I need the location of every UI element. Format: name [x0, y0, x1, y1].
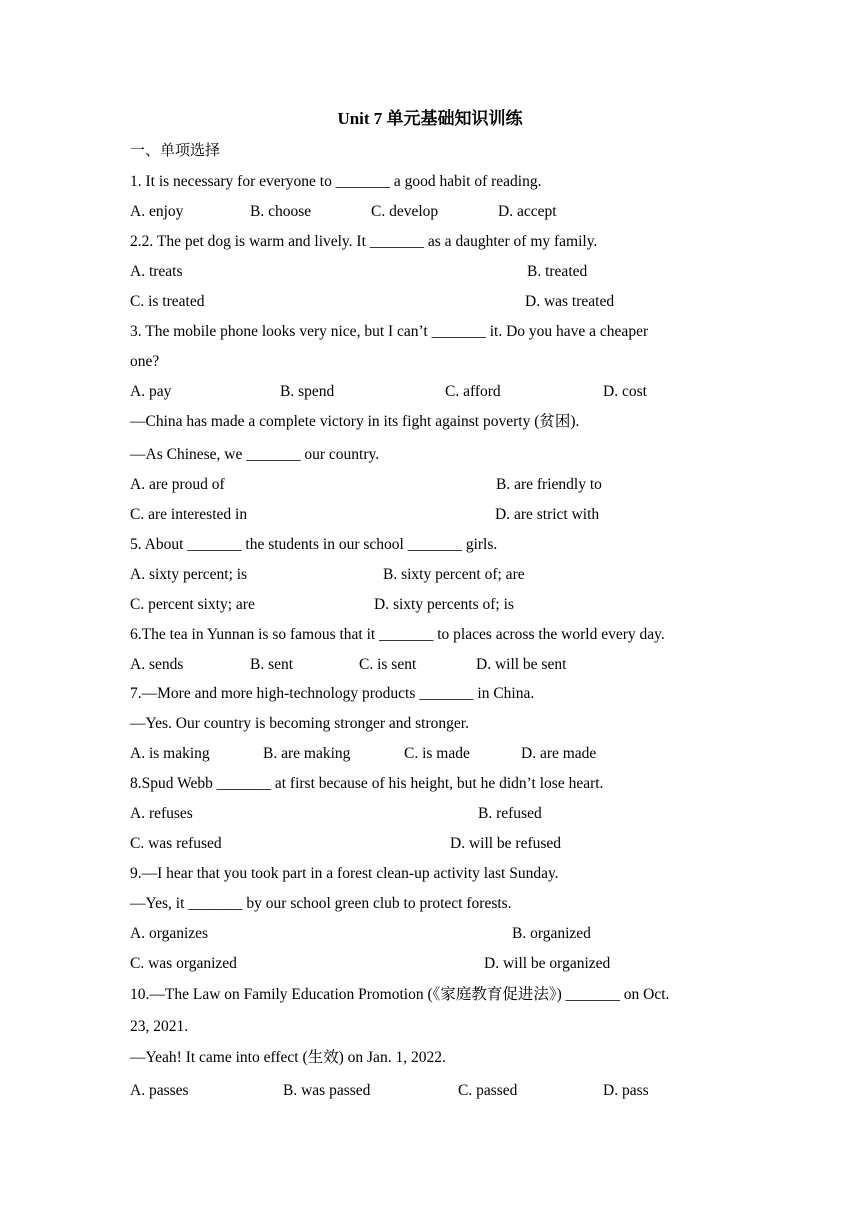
question-3-cont: one?: [130, 353, 160, 370]
q7-option-d: D. are made: [521, 745, 597, 762]
question-6: 6.The tea in Yunnan is so famous that it _______ to places across the world every day.: [130, 626, 665, 643]
question-5: 5. About _______ the students in our school _______ girls.: [130, 536, 498, 553]
question-10-cont: 23, 2021.: [130, 1018, 189, 1035]
question-7-cont: —Yes. Our country is becoming stronger and stronger.: [130, 715, 469, 732]
q10-option-b: B. was passed: [283, 1082, 371, 1099]
question-9: 9.—I hear that you took part in a forest clean-up activity last Sunday.: [130, 865, 559, 882]
q4-option-a: A. are proud of: [130, 476, 225, 493]
question-10: 10.—The Law on Family Education Promotion (《家庭教育促进法》) _______ on Oct.: [130, 986, 670, 1003]
q6-option-d: D. will be sent: [476, 656, 567, 673]
question-9-cont: —Yes, it _______ by our school green club to protect forests.: [130, 895, 512, 912]
q9-option-a: A. organizes: [130, 925, 209, 942]
q3-option-a: A. pay: [130, 383, 172, 400]
q8-option-b: B. refused: [478, 805, 542, 822]
section-heading: 一、单项选择: [130, 141, 221, 159]
q7-option-c: C. is made: [404, 745, 470, 762]
q10-option-a: A. passes: [130, 1082, 189, 1099]
question-2: 2.2. The pet dog is warm and lively. It _______ as a daughter of my family.: [130, 233, 598, 250]
question-4-cont: —As Chinese, we _______ our country.: [130, 446, 380, 463]
q9-option-d: D. will be organized: [484, 955, 611, 972]
q2-option-c: C. is treated: [130, 293, 205, 310]
q4-option-b: B. are friendly to: [496, 476, 602, 493]
q6-option-b: B. sent: [250, 656, 294, 673]
q8-option-c: C. was refused: [130, 835, 222, 852]
q5-option-d: D. sixty percents of; is: [374, 596, 514, 613]
q6-option-c: C. is sent: [359, 656, 417, 673]
q7-option-b: B. are making: [263, 745, 351, 762]
question-8: 8.Spud Webb _______ at first because of his height, but he didn’t lose heart.: [130, 775, 604, 792]
q4-option-c: C. are interested in: [130, 506, 248, 523]
q7-option-a: A. is making: [130, 745, 210, 762]
q1-option-d: D. accept: [498, 203, 557, 220]
q2-option-b: B. treated: [527, 263, 588, 280]
page-title: Unit 7 单元基础知识训练: [337, 109, 523, 128]
q1-option-c: C. develop: [371, 203, 439, 220]
question-1: 1. It is necessary for everyone to _______ a good habit of reading.: [130, 173, 542, 190]
q10-option-d: D. pass: [603, 1082, 649, 1099]
q1-option-b: B. choose: [250, 203, 312, 220]
q5-option-a: A. sixty percent; is: [130, 566, 248, 583]
q10-option-c: C. passed: [458, 1082, 518, 1099]
q3-option-b: B. spend: [280, 383, 335, 400]
question-10-reply: —Yeah! It came into effect (生效) on Jan. 1, 2022.: [130, 1049, 446, 1066]
q2-option-a: A. treats: [130, 263, 183, 280]
q2-option-d: D. was treated: [525, 293, 615, 310]
q9-option-b: B. organized: [512, 925, 591, 942]
q3-option-c: C. afford: [445, 383, 501, 400]
q8-option-a: A. refuses: [130, 805, 193, 822]
q4-option-d: D. are strict with: [495, 506, 600, 523]
q3-option-d: D. cost: [603, 383, 647, 400]
q1-option-a: A. enjoy: [130, 203, 184, 220]
q6-option-a: A. sends: [130, 656, 184, 673]
q9-option-c: C. was organized: [130, 955, 237, 972]
question-3: 3. The mobile phone looks very nice, but I can’t _______ it. Do you have a cheaper: [130, 323, 649, 340]
question-4: —China has made a complete victory in its fight against poverty (贫困).: [130, 413, 580, 430]
question-7: 7.—More and more high-technology products _______ in China.: [130, 685, 535, 702]
q5-option-b: B. sixty percent of; are: [383, 566, 525, 583]
q8-option-d: D. will be refused: [450, 835, 562, 852]
q5-option-c: C. percent sixty; are: [130, 596, 255, 613]
